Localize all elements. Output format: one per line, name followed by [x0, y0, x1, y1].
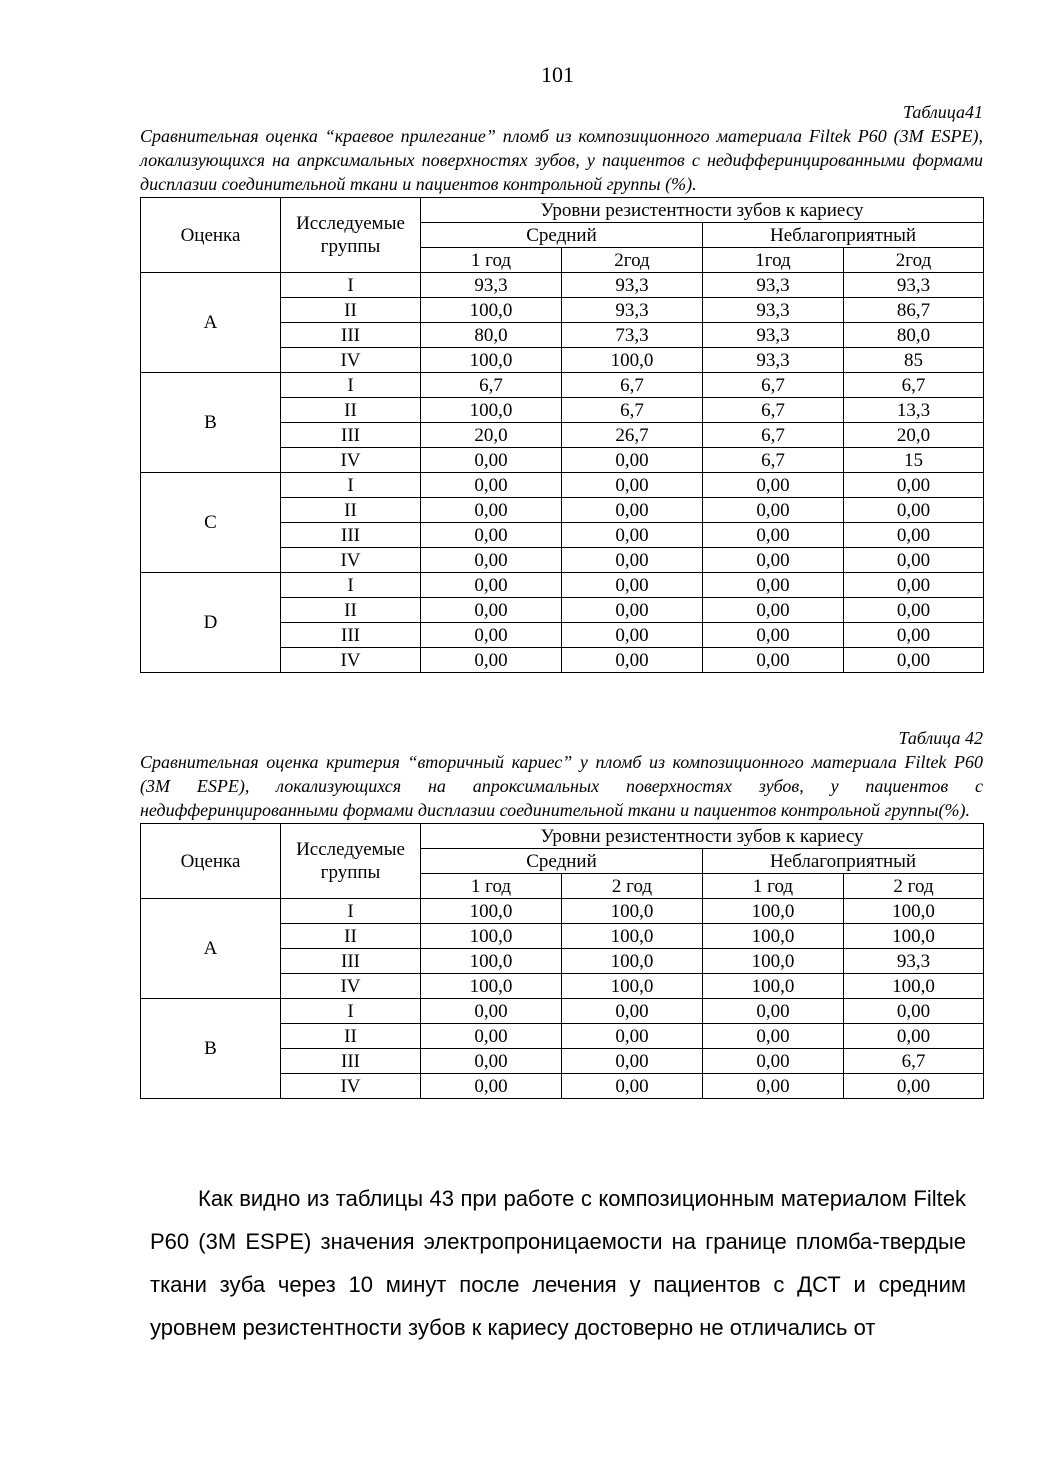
group-cell: IV	[281, 348, 421, 373]
value-cell: 93,3	[562, 273, 703, 298]
value-cell: 0,00	[562, 598, 703, 623]
value-cell: 15	[844, 448, 984, 473]
value-cell: 0,00	[421, 999, 562, 1024]
group-cell: II	[281, 598, 421, 623]
value-cell: 6,7	[421, 373, 562, 398]
group-cell: IV	[281, 548, 421, 573]
header-groups: Исследуемые группы	[281, 198, 421, 273]
group-cell: III	[281, 1049, 421, 1074]
value-cell: 0,00	[844, 999, 984, 1024]
value-cell: 100,0	[421, 974, 562, 999]
header-levels: Уровни резистентности зубов к кариесу	[421, 198, 984, 223]
value-cell: 6,7	[562, 398, 703, 423]
group-cell: IV	[281, 648, 421, 673]
value-cell: 0,00	[421, 1024, 562, 1049]
group-cell: I	[281, 273, 421, 298]
value-cell: 6,7	[844, 373, 984, 398]
value-cell: 100,0	[562, 974, 703, 999]
value-cell: 0,00	[421, 1049, 562, 1074]
value-cell: 93,3	[421, 273, 562, 298]
value-cell: 0,00	[562, 623, 703, 648]
header-groups: Исследуемые группы	[281, 824, 421, 899]
value-cell: 0,00	[703, 473, 844, 498]
value-cell: 100,0	[421, 949, 562, 974]
table41-caption: Сравнительная оценка “краевое прилегание” пломб из композиционного материала Filtek P60 (3M ESPE), локализующихся на апрксимальных поверхностях зубов, у пациентов с недифферинцированными формами дисплазии соединительной ткани и пациентов контрольной группы (%).	[140, 126, 983, 194]
value-cell: 0,00	[421, 498, 562, 523]
grade-cell: C	[141, 473, 281, 573]
group-cell: IV	[281, 448, 421, 473]
table41-label: Таблица41	[902, 102, 983, 122]
value-cell: 6,7	[703, 373, 844, 398]
value-cell: 93,3	[703, 298, 844, 323]
value-cell: 0,00	[844, 623, 984, 648]
header-medium: Средний	[421, 849, 703, 874]
group-cell: II	[281, 398, 421, 423]
value-cell: 100,0	[703, 974, 844, 999]
value-cell: 100,0	[844, 974, 984, 999]
table-row	[141, 573, 984, 598]
header-unfavorable: Неблагоприятный	[703, 223, 984, 248]
value-cell: 0,00	[421, 648, 562, 673]
value-cell: 6,7	[844, 1049, 984, 1074]
value-cell: 0,00	[844, 1024, 984, 1049]
group-cell: I	[281, 899, 421, 924]
value-cell: 100,0	[421, 348, 562, 373]
page-number: 101	[541, 62, 574, 87]
header-unfavorable: Неблагоприятный	[703, 849, 984, 874]
group-cell: IV	[281, 1074, 421, 1099]
group-cell: III	[281, 523, 421, 548]
value-cell: 93,3	[703, 273, 844, 298]
value-cell: 80,0	[844, 323, 984, 348]
value-cell: 6,7	[562, 373, 703, 398]
value-cell: 100,0	[421, 924, 562, 949]
grade-cell: B	[141, 373, 281, 473]
value-cell: 0,00	[703, 648, 844, 673]
value-cell: 100,0	[703, 924, 844, 949]
value-cell: 0,00	[562, 498, 703, 523]
value-cell: 0,00	[844, 648, 984, 673]
value-cell: 0,00	[703, 573, 844, 598]
value-cell: 0,00	[562, 448, 703, 473]
header-year: 1 год	[703, 874, 844, 899]
value-cell: 93,3	[844, 273, 984, 298]
value-cell: 0,00	[703, 1074, 844, 1099]
header-grade: Оценка	[141, 824, 281, 899]
paragraph-text: Как видно из таблицы 43 при работе с композиционным материалом Filtek P60 (3M ESPE) значения электропроницаемости на границе пломба-твердые ткани зуба через 10 минут после лечения у пациентов с ДСТ и средним уровнем резистентности зубов к кариесу достоверно не отличались от	[150, 1186, 966, 1340]
table-row	[141, 999, 984, 1024]
value-cell: 0,00	[562, 1024, 703, 1049]
group-cell: I	[281, 573, 421, 598]
value-cell: 0,00	[703, 598, 844, 623]
table42	[140, 823, 984, 1099]
value-cell: 86,7	[844, 298, 984, 323]
value-cell: 0,00	[421, 598, 562, 623]
value-cell: 0,00	[421, 623, 562, 648]
value-cell: 0,00	[844, 573, 984, 598]
header-grade: Оценка	[141, 198, 281, 273]
value-cell: 0,00	[703, 999, 844, 1024]
value-cell: 100,0	[562, 924, 703, 949]
group-cell: I	[281, 999, 421, 1024]
table42-block	[140, 726, 983, 1099]
table-row	[141, 373, 984, 398]
value-cell: 100,0	[703, 899, 844, 924]
header-year: 1 год	[421, 874, 562, 899]
value-cell: 6,7	[703, 398, 844, 423]
grade-cell: A	[141, 273, 281, 373]
value-cell: 0,00	[421, 448, 562, 473]
value-cell: 0,00	[703, 498, 844, 523]
body-paragraph	[150, 1177, 966, 1349]
grade-cell: A	[141, 899, 281, 999]
header-levels: Уровни резистентности зубов к кариесу	[421, 824, 984, 849]
value-cell: 0,00	[703, 1024, 844, 1049]
group-cell: III	[281, 949, 421, 974]
group-cell: II	[281, 1024, 421, 1049]
header-year: 1год	[703, 248, 844, 273]
value-cell: 0,00	[421, 548, 562, 573]
value-cell: 0,00	[844, 473, 984, 498]
table41	[140, 197, 984, 673]
value-cell: 0,00	[703, 548, 844, 573]
grade-cell: B	[141, 999, 281, 1099]
value-cell: 0,00	[562, 1074, 703, 1099]
header-year: 2год	[844, 248, 984, 273]
group-cell: I	[281, 373, 421, 398]
value-cell: 0,00	[421, 573, 562, 598]
group-cell: III	[281, 623, 421, 648]
value-cell: 0,00	[703, 1049, 844, 1074]
value-cell: 0,00	[844, 498, 984, 523]
value-cell: 100,0	[844, 924, 984, 949]
value-cell: 0,00	[844, 598, 984, 623]
table-row	[141, 473, 984, 498]
value-cell: 0,00	[562, 573, 703, 598]
header-year: 2 год	[844, 874, 984, 899]
value-cell: 0,00	[562, 473, 703, 498]
table41-block	[140, 100, 983, 673]
value-cell: 0,00	[562, 548, 703, 573]
value-cell: 0,00	[562, 648, 703, 673]
value-cell: 100,0	[703, 949, 844, 974]
value-cell: 93,3	[562, 298, 703, 323]
table42-caption: Сравнительная оценка критерия “вторичный кариес” у пломб из композиционного материала Filtek P60 (3M ESPE), локализующихся на апроксимальных поверхностях зубов, у пациентов с недифферинцированными формами дисплазии соединительной ткани и пациентов контрольной группы(%).	[140, 752, 983, 820]
value-cell: 100,0	[562, 949, 703, 974]
value-cell: 0,00	[844, 523, 984, 548]
value-cell: 13,3	[844, 398, 984, 423]
value-cell: 0,00	[421, 523, 562, 548]
value-cell: 26,7	[562, 423, 703, 448]
value-cell: 93,3	[703, 348, 844, 373]
value-cell: 6,7	[703, 448, 844, 473]
value-cell: 93,3	[844, 949, 984, 974]
value-cell: 0,00	[562, 523, 703, 548]
value-cell: 0,00	[562, 999, 703, 1024]
value-cell: 6,7	[703, 423, 844, 448]
value-cell: 100,0	[562, 899, 703, 924]
group-cell: II	[281, 498, 421, 523]
header-year: 2год	[562, 248, 703, 273]
table-row	[141, 273, 984, 298]
group-cell: II	[281, 298, 421, 323]
group-cell: I	[281, 473, 421, 498]
table-row	[141, 899, 984, 924]
value-cell: 100,0	[844, 899, 984, 924]
grade-cell: D	[141, 573, 281, 673]
value-cell: 100,0	[562, 348, 703, 373]
value-cell: 80,0	[421, 323, 562, 348]
group-cell: III	[281, 423, 421, 448]
value-cell: 0,00	[703, 523, 844, 548]
value-cell: 100,0	[421, 398, 562, 423]
value-cell: 0,00	[703, 623, 844, 648]
header-medium: Средний	[421, 223, 703, 248]
group-cell: III	[281, 323, 421, 348]
value-cell: 0,00	[421, 473, 562, 498]
header-year: 2 год	[562, 874, 703, 899]
value-cell: 85	[844, 348, 984, 373]
value-cell: 0,00	[562, 1049, 703, 1074]
value-cell: 100,0	[421, 298, 562, 323]
value-cell: 20,0	[844, 423, 984, 448]
value-cell: 0,00	[421, 1074, 562, 1099]
group-cell: IV	[281, 974, 421, 999]
table42-label: Таблица 42	[898, 728, 983, 748]
value-cell: 93,3	[703, 323, 844, 348]
value-cell: 20,0	[421, 423, 562, 448]
value-cell: 0,00	[844, 548, 984, 573]
value-cell: 0,00	[844, 1074, 984, 1099]
group-cell: II	[281, 924, 421, 949]
value-cell: 73,3	[562, 323, 703, 348]
header-year: 1 год	[421, 248, 562, 273]
value-cell: 100,0	[421, 899, 562, 924]
